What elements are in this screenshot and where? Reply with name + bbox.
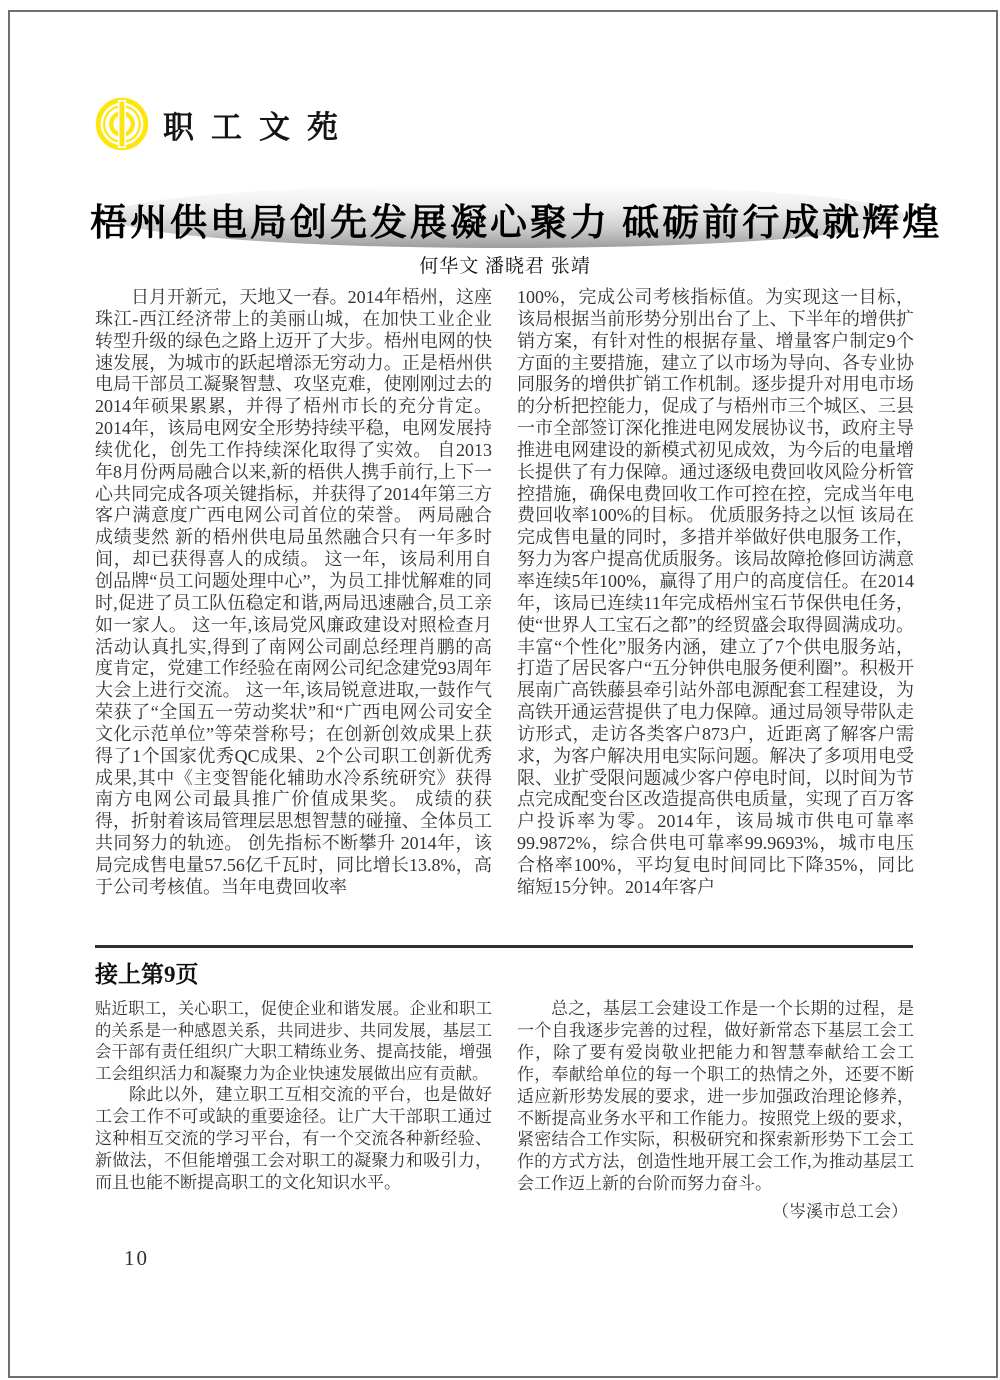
continuation-left-paragraph-2: 除此以外，建立职工互相交流的平台，也是做好工会工作不可或缺的重要途径。让广大干部职工通过这种相互交流的学习平台，有一个交流各种新经验、新做法，不但能增强工会对职工的凝聚力和吸引力，而且也能不断提高职工的文化知识水平。 (95, 1085, 492, 1192)
continuation-column-left (95, 998, 492, 1222)
page-number: 10 (124, 1246, 149, 1270)
continuation-right-paragraph: 总之，基层工会建设工作是一个长期的过程，是一个自我逐步完善的过程，做好新常态下基层工会工作，除了要有爱岗敬业把能力和智慧奉献给工会工作，奉献给单位的每一个职工的热情之外，还要不断适应新形势发展的要求，进一步加强政治理论修养，不断提高业务水平和工作能力。按照党上级的要求，紧密结合工作实际，积极研究和探索新形势下工会工作的方式方法，创造性地开展工会工作,为推动基层工会工作迈上新的台阶而努力奋斗。 (517, 999, 914, 1194)
continued-from-page-9-header: 接上第9页 (95, 962, 199, 987)
author-signature: （岑溪市总工会） (772, 1202, 908, 1222)
continuation-column-right (517, 998, 914, 1222)
article-title: 梧州供电局创先发展凝心聚力 砥砺前行成就辉煌 (90, 203, 943, 244)
article-column-right-text: 100%，完成公司考核指标值。为实现这一目标，该局根据当前形势分别出台了上、下半年的增供扩销方案，有针对性的根据存量、增量客户制定9个方面的主要措施，建立了以市场为导向、各专业协同服务的增供扩销工作机制。逐步提升对用电市场的分析把控能力，促成了与梧州市三个城区、三县一市全部签订深化推进电网发展协议书，政府主导推进电网建设的新模式初见成效，为今后的电量增长提供了有力保障。通过逐级电费回收风险分析管控措施，确保电费回收工作可控在控，完成当年电费回收率100%的目标。 优质服务持之以恒 该局在完成售电量的同时，多措并举做好供电服务工作，努力为客户提高优质服务。该局故障抢修回访满意率连续5年100%，赢得了用户的高度信任。在2014年，该局已连续11年完成梧州宝石节保供电任务，使“世界人工宝石之都”的经贸盛会取得圆满成功。丰富“个性化”服务内涵，建立了7个供电服务站，打造了居民客户“五分钟供电服务便利圈”。积极开展南广高铁藤县牵引站外部电源配套工程建设，为高铁开通运营提供了电力保障。通过局领导带队走访形式，走访各类客户873户，近距离了解客户需求，为客户解决用电实际问题。解决了多项用电受限、业扩受限问题减少客户停电时间，以时间为节点完成配变台区改造提高供电质量，实现了百万客户投诉率为零。2014年，该局城市供电可靠率99.9872%，综合供电可靠率99.9693%，城市电压合格率100%，平均复电时间同比下降35%，同比缩短15分钟。2014年客户 (517, 287, 914, 897)
article-column-right (517, 287, 914, 899)
section-title: 职工文苑 (163, 109, 355, 145)
article-body (95, 287, 914, 899)
continuation-left-paragraph-1: 贴近职工，关心职工，促使企业和谐发展。企业和职工的关系是一种感恩关系，共同进步、共同发展，基层工会干部有责任组织广大职工精练业务、提高技能，增强工会组织活力和凝聚力为企业快速发展做出应有贡献。 (95, 999, 492, 1083)
section-separator-rule (95, 945, 913, 948)
continuation-body (95, 998, 914, 1222)
article-authors: 何华文 潘晓君 张靖 (419, 256, 591, 277)
trade-union-logo-icon (95, 97, 149, 151)
masthead (95, 96, 355, 152)
article-column-left-text: 日月开新元，天地又一春。2014年梧州，这座珠江-西江经济带上的美丽山城，在加快工业企业转型升级的绿色之路上迈开了大步。梧州电网的快速发展，为城市的跃起增添无穷动力。正是梧州供电局干部员工凝聚智慧、攻坚克难，使刚刚过去的2014年硕果累累，并得了梧州市长的充分肯定。 2014年，该局电网安全形势持续平稳，电网发展持续优化，创先工作持续深化取得了实效。 自2013年8月份两局融合以来,新的梧供人携手前行,上下一心共同完成各项关键指标，并获得了2014年第三方客户满意度广西电网公司首位的荣誉。 两局融合成绩斐然 新的梧州供电局虽然融合只有一年多时间，却已获得喜人的成绩。 这一年，该局利用自创品牌“员工问题处理中心”，为员工排忧解难的同时,促进了员工队伍稳定和谐,两局迅速融合,员工亲如一家人。 这一年,该局党风廉政建设对照检查月活动认真扎实,得到了南网公司副总经理肖鹏的高度肯定，党建工作经验在南网公司纪念建党93周年大会上进行交流。 这一年,该局锐意进取,一鼓作气荣获了“全国五一劳动奖状”和“广西电网公司安全文化示范单位”等荣誉称号；在创新创效成果上获得了1个国家优秀QC成果、2个公司职工创新优秀成果,其中《主变智能化辅助水冷系统研究》获得南方电网公司最具推广价值成果奖。 成绩的获得，折射着该局管理层思想智慧的碰撞、全体员工共同努力的轨迹。 创先指标不断攀升 2014年，该局完成售电量57.56亿千瓦时，同比增长13.8%，高于公司考核值。当年电费回收率 (95, 287, 492, 897)
article-column-left (95, 287, 492, 899)
